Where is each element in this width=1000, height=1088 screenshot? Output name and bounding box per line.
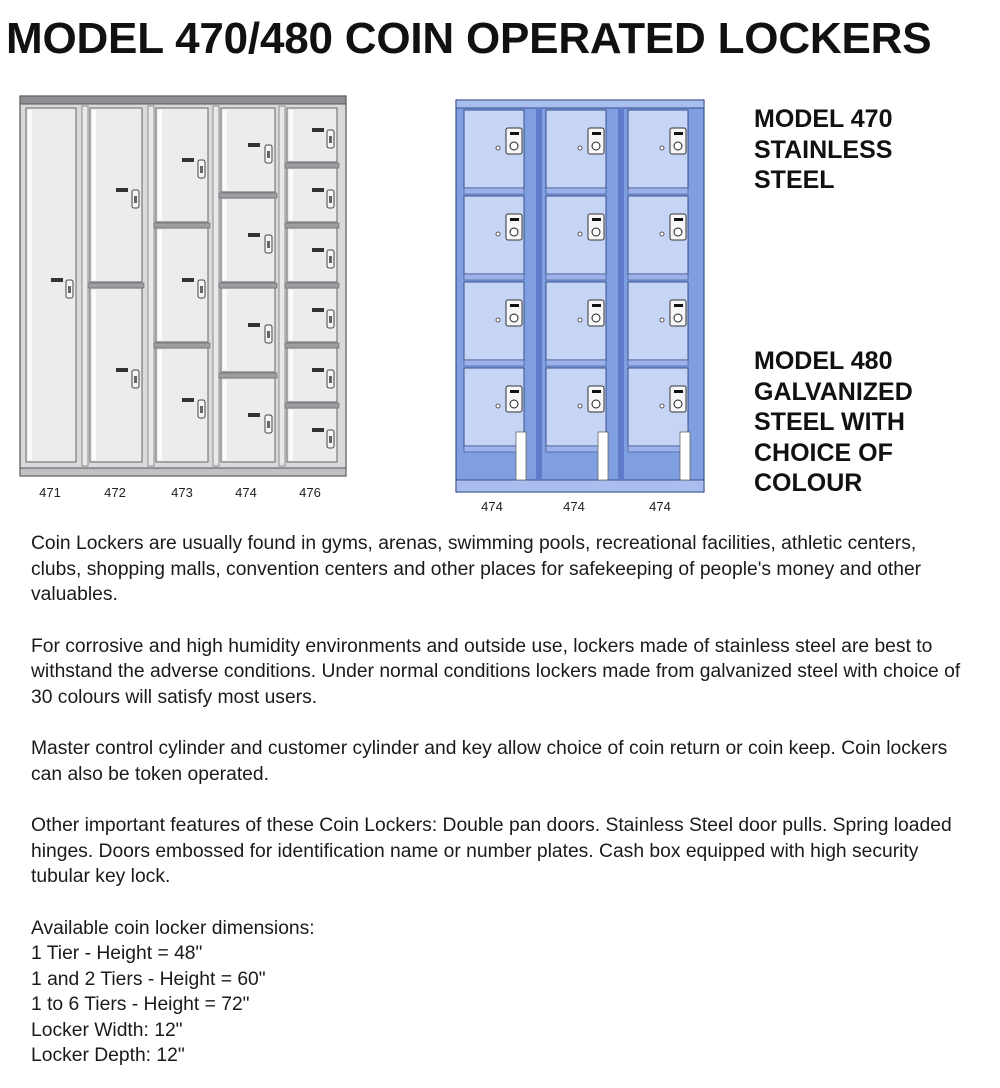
- shelf: [464, 188, 524, 194]
- shelf: [628, 360, 688, 366]
- door-highlight: [289, 230, 293, 280]
- cabinet-base: [456, 480, 704, 492]
- key-cylinder: [674, 314, 682, 322]
- coin-slot: [674, 218, 683, 221]
- number-plate: [248, 233, 260, 237]
- model-470-line: STAINLESS: [754, 135, 893, 164]
- key-cylinder: [592, 142, 600, 150]
- shelf-divider: [219, 283, 277, 288]
- shelf-divider: [285, 163, 339, 168]
- page-title: MODEL 470/480 COIN OPERATED LOCKERS: [6, 14, 932, 63]
- number-hole: [578, 404, 582, 408]
- dimension-item: 1 and 2 Tiers - Height = 60": [31, 968, 266, 990]
- number-plate: [312, 128, 324, 132]
- number-plate: [116, 368, 128, 372]
- shelf-divider: [285, 283, 339, 288]
- number-hole: [660, 404, 664, 408]
- column-divider: [82, 106, 88, 466]
- shelf-divider: [88, 283, 144, 288]
- galvanized-locker-bank: [456, 100, 704, 492]
- coin-lock: [329, 316, 332, 323]
- key-cylinder: [510, 142, 518, 150]
- key-cylinder: [592, 400, 600, 408]
- door-highlight: [289, 350, 293, 400]
- number-plate: [182, 398, 194, 402]
- locker-label-471: 471: [39, 485, 61, 500]
- shelf: [546, 188, 606, 194]
- coin-lock: [134, 196, 137, 203]
- number-hole: [578, 318, 582, 322]
- number-plate: [312, 248, 324, 252]
- model-470-line: STEEL: [754, 166, 835, 194]
- coin-lock: [267, 331, 270, 338]
- stainless-locker-illustration: [18, 92, 348, 512]
- dimension-item: Locker Width: 12": [31, 1019, 183, 1041]
- coin-lock: [134, 376, 137, 383]
- door-highlight: [289, 170, 293, 220]
- locker-label-474-a: 474: [481, 499, 503, 514]
- door-highlight: [92, 290, 96, 460]
- number-plate: [312, 368, 324, 372]
- shelf-divider: [154, 343, 210, 348]
- number-plate: [248, 413, 260, 417]
- locker-label-474: 474: [235, 485, 257, 500]
- shelf: [546, 274, 606, 280]
- number-hole: [578, 146, 582, 150]
- number-plate: [182, 278, 194, 282]
- dimension-item: 1 to 6 Tiers - Height = 72": [31, 994, 250, 1015]
- coin-slot: [674, 132, 683, 135]
- number-plate: [312, 308, 324, 312]
- number-hole: [578, 232, 582, 236]
- key-cylinder: [510, 228, 518, 236]
- coin-slot: [510, 218, 519, 221]
- shelf: [546, 446, 606, 452]
- key-cylinder: [674, 228, 682, 236]
- coin-lock: [200, 406, 203, 413]
- door-highlight: [289, 410, 293, 460]
- coin-lock: [329, 256, 332, 263]
- paragraph-materials: For corrosive and high humidity environments and outside use, lockers made of stainless steel are best to withstand the adverse conditions. Under normal conditions lockers made from galvanized steel with choice of 30 colours will satisfy most users.: [31, 635, 961, 708]
- number-plate: [182, 158, 194, 162]
- coin-lock: [329, 436, 332, 443]
- number-hole: [660, 146, 664, 150]
- shelf-divider: [219, 373, 277, 378]
- stainless-locker-bank: [20, 96, 346, 476]
- locker-label-476: 476: [299, 485, 321, 500]
- cabinet-top: [20, 96, 346, 104]
- key-cylinder: [510, 400, 518, 408]
- door-highlight: [289, 290, 293, 340]
- coin-lock: [267, 241, 270, 248]
- locker-label-473: 473: [171, 485, 193, 500]
- coin-lock: [329, 136, 332, 143]
- dimensions-list: [31, 916, 971, 1069]
- coin-lock: [267, 151, 270, 158]
- shelf-divider: [285, 223, 339, 228]
- number-hole: [496, 232, 500, 236]
- shelf: [628, 188, 688, 194]
- shelf: [464, 360, 524, 366]
- coin-lock: [267, 421, 270, 428]
- key-cylinder: [674, 400, 682, 408]
- coin-slot: [592, 132, 601, 135]
- key-cylinder: [592, 314, 600, 322]
- number-plate: [248, 143, 260, 147]
- shelf-divider: [285, 403, 339, 408]
- shelf: [628, 446, 688, 452]
- door-highlight: [223, 380, 227, 460]
- number-hole: [660, 232, 664, 236]
- column-divider: [279, 106, 285, 466]
- shelf-divider: [285, 343, 339, 348]
- cabinet-base: [20, 468, 346, 476]
- coin-lock: [200, 166, 203, 173]
- description-body: [31, 531, 971, 1069]
- paragraph-usage: Coin Lockers are usually found in gyms, arenas, swimming pools, recreational facilities, athletic centers, clubs, shopping malls, convention centers and other places for safekeeping of people's money and other valuables.: [31, 533, 922, 605]
- cash-box: [598, 432, 608, 480]
- column-divider: [213, 106, 219, 466]
- door-highlight: [158, 110, 162, 220]
- coin-slot: [510, 304, 519, 307]
- model-480-line: MODEL 480: [754, 347, 893, 375]
- key-cylinder: [510, 314, 518, 322]
- shelf-divider: [154, 223, 210, 228]
- model-480-line: GALVANIZED: [754, 377, 913, 406]
- number-plate: [312, 428, 324, 432]
- door-highlight: [92, 110, 96, 280]
- coin-slot: [674, 390, 683, 393]
- coin-slot: [592, 390, 601, 393]
- coin-lock: [329, 376, 332, 383]
- coin-slot: [592, 218, 601, 221]
- dimensions-heading: Available coin locker dimensions:: [31, 917, 315, 939]
- number-plate: [51, 278, 63, 282]
- door-highlight: [28, 110, 32, 460]
- door-highlight: [158, 350, 162, 460]
- number-hole: [660, 318, 664, 322]
- number-plate: [248, 323, 260, 327]
- door-highlight: [223, 110, 227, 190]
- shelf: [464, 274, 524, 280]
- locker-label-474-c: 474: [649, 499, 671, 514]
- dimension-item: Locker Depth: 12": [31, 1045, 185, 1066]
- model-480-line: CHOICE OF: [754, 438, 893, 467]
- model-470-caption: [754, 104, 892, 196]
- shelf: [464, 446, 524, 452]
- column-divider: [618, 108, 624, 480]
- galvanized-locker-illustration: [452, 96, 708, 520]
- column-divider: [148, 106, 154, 466]
- number-hole: [496, 404, 500, 408]
- cabinet-top: [456, 100, 704, 108]
- column-divider: [536, 108, 542, 480]
- cash-box: [516, 432, 526, 480]
- key-cylinder: [592, 228, 600, 236]
- model-480-line: COLOUR: [754, 469, 863, 497]
- cash-box: [680, 432, 690, 480]
- door-highlight: [158, 230, 162, 340]
- shelf-divider: [219, 193, 277, 198]
- door-highlight: [289, 110, 293, 160]
- shelf: [628, 274, 688, 280]
- number-plate: [312, 188, 324, 192]
- number-plate: [116, 188, 128, 192]
- model-480-caption: [754, 346, 913, 499]
- door-highlight: [223, 290, 227, 370]
- coin-slot: [674, 304, 683, 307]
- model-480-line: STEEL WITH: [754, 408, 905, 436]
- coin-lock: [329, 196, 332, 203]
- shelf: [546, 360, 606, 366]
- door-highlight: [223, 200, 227, 280]
- locker-label-474-b: 474: [563, 499, 585, 514]
- dimension-item: 1 Tier - Height = 48": [31, 943, 203, 964]
- coin-slot: [510, 390, 519, 393]
- coin-slot: [510, 132, 519, 135]
- galvanized-model-labels: [481, 499, 671, 514]
- paragraph-features: Other important features of these Coin Lockers: Double pan doors. Stainless Steel door pulls. Spring loaded hinges. Doors embossed for identification name or number plates. Cash box equipped with high security tubular key lock.: [31, 815, 952, 887]
- stainless-model-labels: [39, 485, 321, 500]
- model-470-line: MODEL 470: [754, 105, 893, 133]
- coin-lock: [68, 286, 71, 293]
- number-hole: [496, 146, 500, 150]
- coin-slot: [592, 304, 601, 307]
- key-cylinder: [674, 142, 682, 150]
- locker-label-472: 472: [104, 485, 126, 500]
- paragraph-cylinders: Master control cylinder and customer cylinder and key allow choice of coin return or coin keep. Coin lockers can also be token operated.: [31, 738, 948, 785]
- number-hole: [496, 318, 500, 322]
- coin-lock: [200, 286, 203, 293]
